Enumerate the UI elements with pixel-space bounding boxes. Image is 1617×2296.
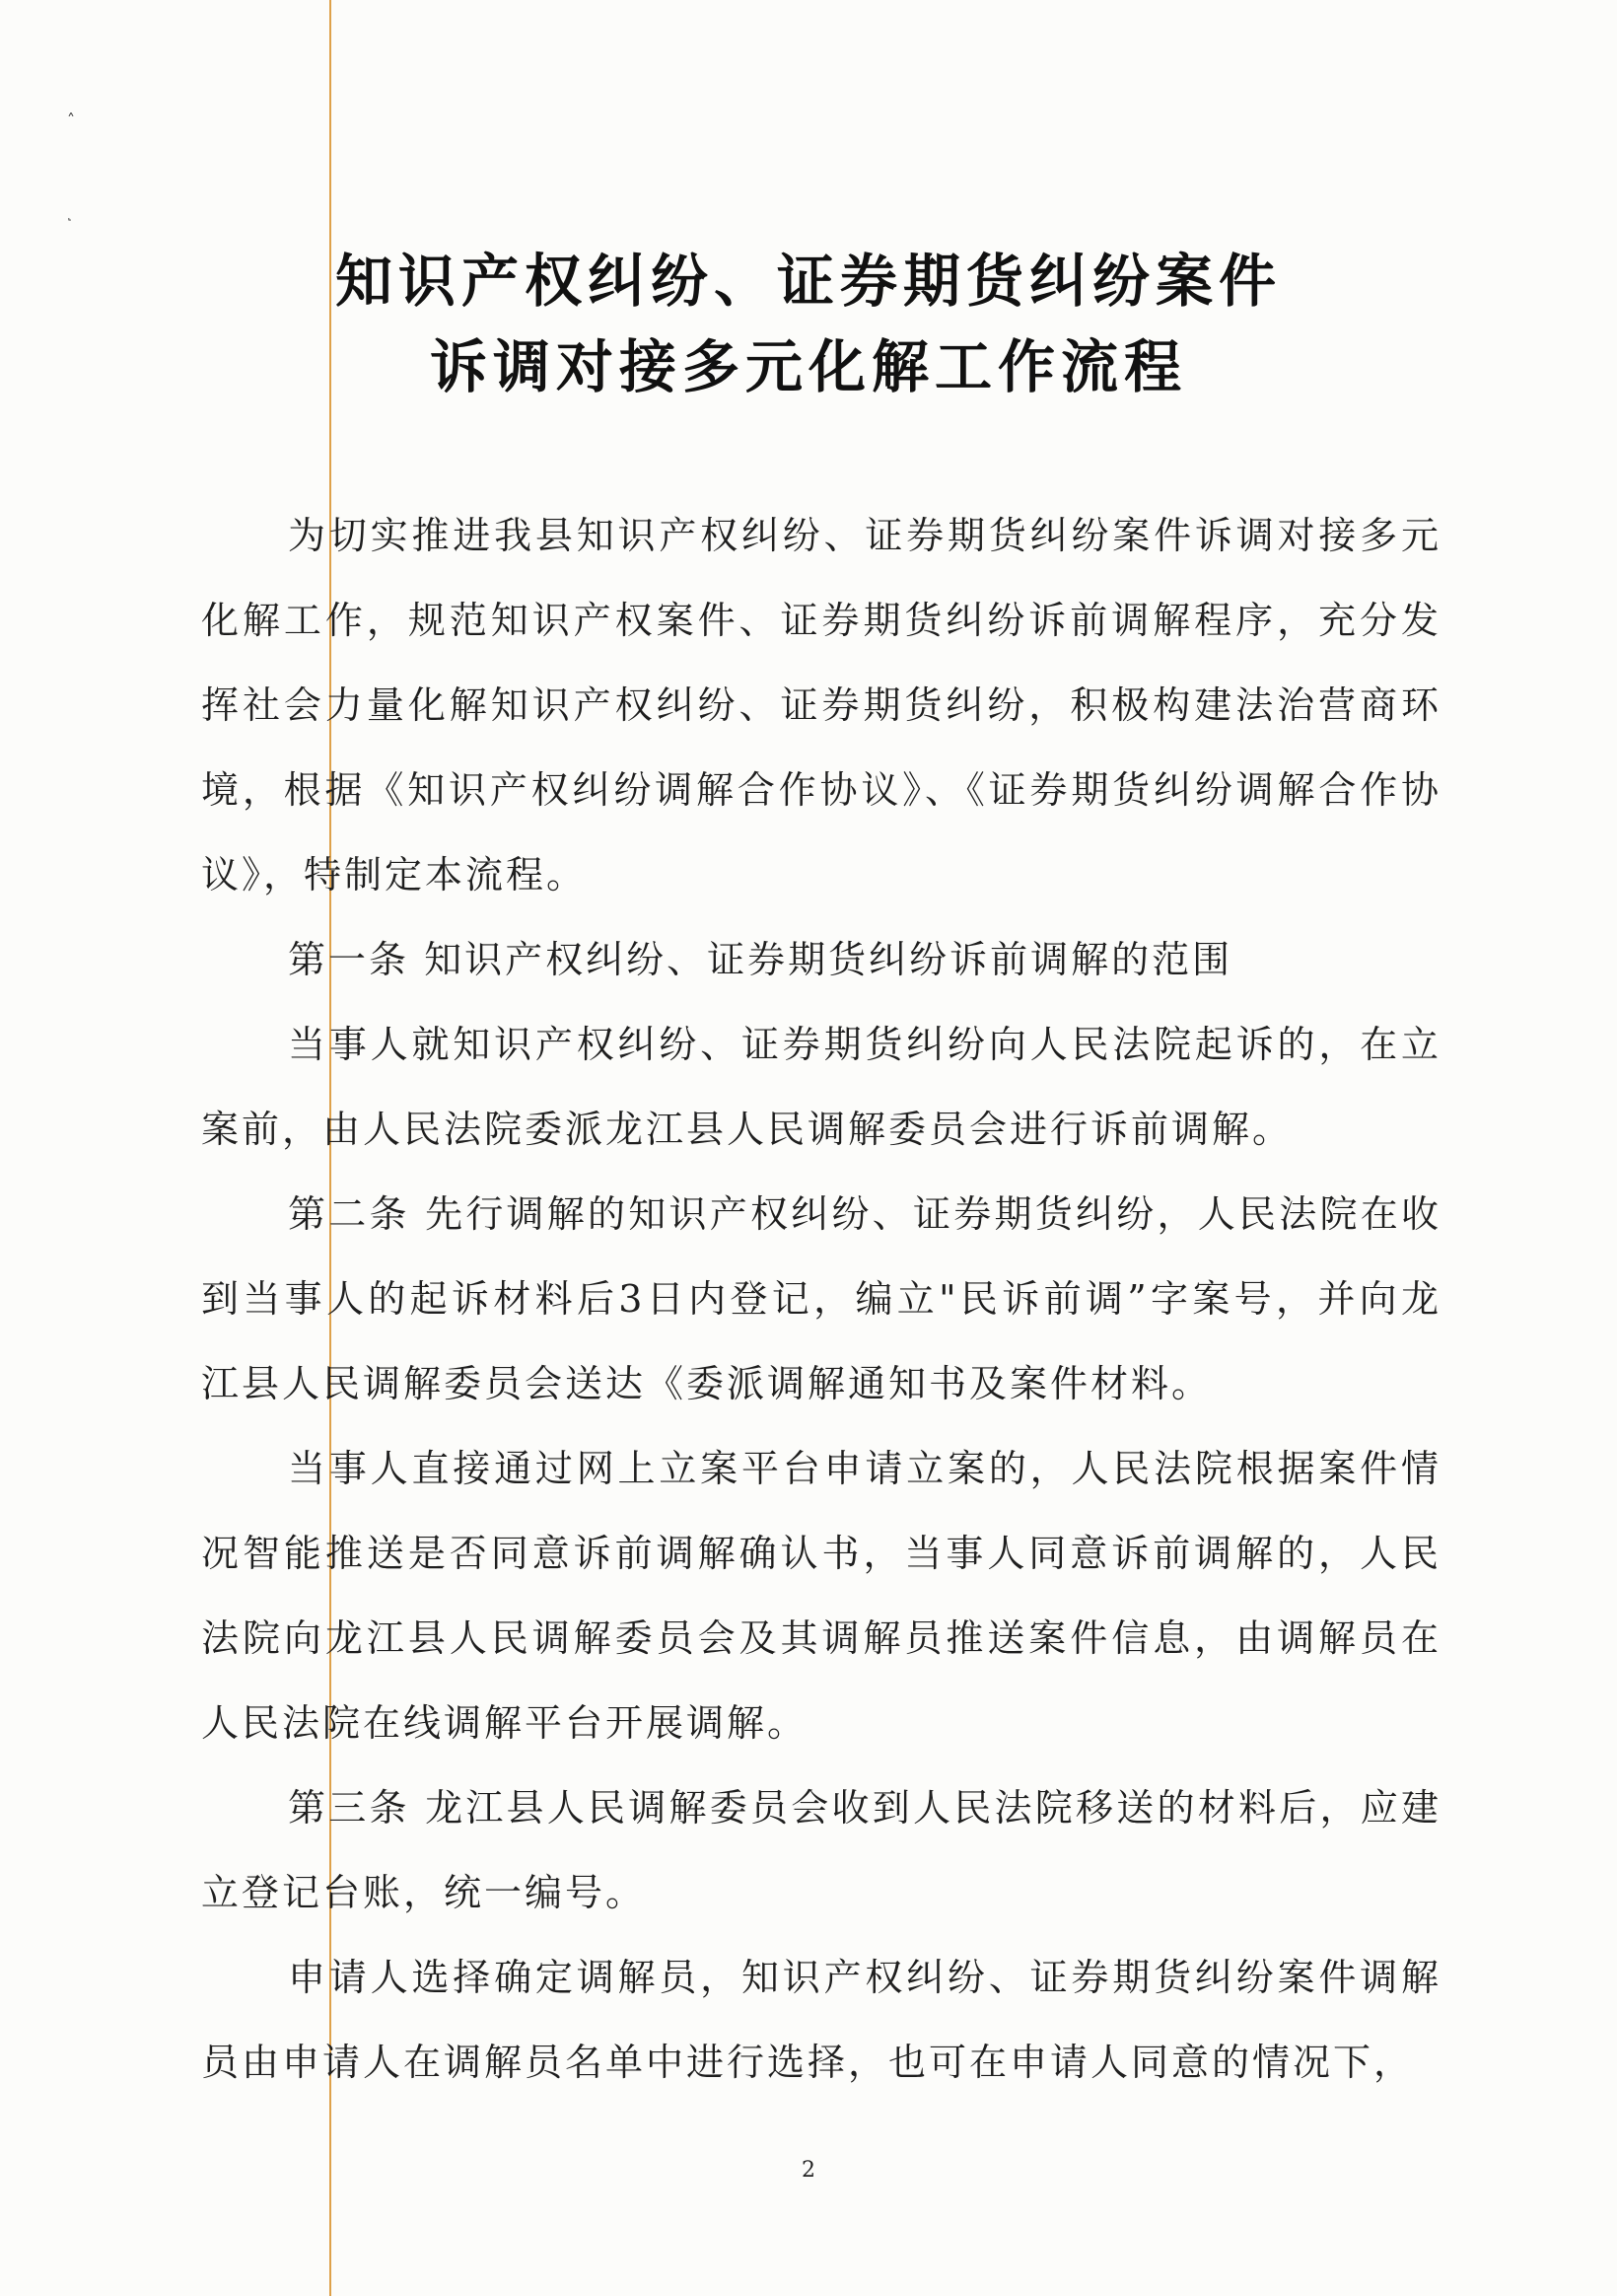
mediator-selection-paragraph: 申请人选择确定调解员，知识产权纠纷、证券期货纠纷案件调解员由申请人在调解员名单中进行选择，也可在申请人同意的情况下，	[201, 1956, 1441, 2084]
scan-speck: ˻	[67, 202, 73, 221]
online-filing-paragraph: 当事人直接通过网上立案平台申请立案的，人民法院根据案件情况智能推送是否同意诉前调解确认书，当事人同意诉前调解的，人民法院向龙江县人民调解委员会及其调解员推送案件信息，由调解员在人民法院在线调解平台开展调解。	[201, 1447, 1441, 1745]
document-body	[201, 493, 1441, 2105]
article-1-heading: 第一条 知识产权纠纷、证券期货纠纷诉前调解的范围	[288, 938, 1233, 981]
article-2-paragraph: 第二条 先行调解的知识产权纠纷、证券期货纠纷，人民法院在收到当事人的起诉材料后3日内登记，编立"民诉前调”字案号，并向龙江县人民调解委员会送达《委派调解通知书及案件材料。	[201, 1192, 1441, 1405]
article-3-paragraph: 第三条 龙江县人民调解委员会收到人民法院移送的材料后，应建立登记台账，统一编号。	[201, 1786, 1441, 1914]
scan-speck: ˄	[67, 110, 75, 129]
document-title-line-2: 诉调对接多元化解工作流程	[429, 333, 1187, 400]
intro-paragraph: 为切实推进我县知识产权纠纷、证券期货纠纷案件诉调对接多元化解工作，规范知识产权案件、证券期货纠纷诉前调解程序，充分发挥社会力量化解知识产权纠纷、证券期货纠纷，积极构建法治营商环境，根据《知识产权纠纷调解合作协议》、《证券期货纠纷调解合作协议》，特制定本流程。	[201, 514, 1441, 897]
article-1-paragraph: 当事人就知识产权纠纷、证券期货纠纷向人民法院起诉的，在立案前，由人民法院委派龙江县人民调解委员会进行诉前调解。	[201, 1023, 1441, 1151]
page-number: 2	[802, 2158, 815, 2183]
document-title-line-1: 知识产权纠纷、证券期货纠纷案件	[334, 248, 1282, 315]
